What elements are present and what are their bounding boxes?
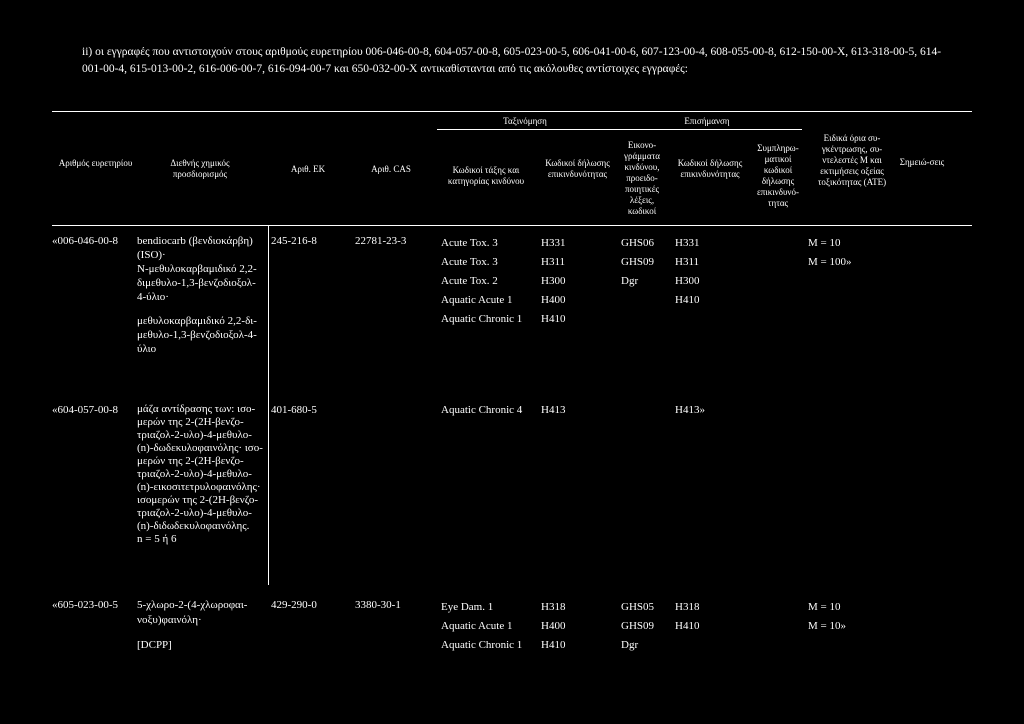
header-suppl-codes: Συμπληρω-ματικοί κωδικοί δήλωσης επικινδυνό-τητας — [756, 143, 800, 208]
header-notes: Σημειώ-σεις — [899, 157, 945, 167]
header-taxinomisi: Ταξινόμηση — [503, 116, 547, 126]
column-divider — [268, 225, 269, 585]
header-bottom-rule — [52, 225, 972, 226]
row1-chem-id: bendiocarb (βενδιοκάρβη) (ISO)· Ν-μεθυλοκαρβαμιδικό 2,2- διμεθυλο-1,3-βενζοδιοξολ- 4-ύλιο· μεθυλοκαρβαμιδικό 2,2-δι- μεθυλο-1,3-βενζοδιοξολ-4- ύλιο — [137, 235, 257, 355]
row3-classes: Eye Dam. 1 Aquatic Acute 1 Aquatic Chronic 1 — [441, 601, 523, 651]
row3-h-label: H318 H410 — [675, 601, 700, 632]
row3-h-class: H318 H400 H410 — [541, 601, 566, 651]
row2-h-label: H413» — [675, 404, 705, 416]
row1-classes: Acute Tox. 3 Acute Tox. 3 Acute Tox. 2 Aquatic Acute 1 Aquatic Chronic 1 — [441, 237, 523, 325]
row2-h-class: H413 — [541, 404, 566, 416]
row1-index: «006-046-00-8 — [52, 235, 118, 247]
header-limits: Ειδικά όρια συ-γκέντρωσης, συ-ντελεστές Μ και εκτιμήσεις οξείας τοξικότητας (ΑΤΕ) — [817, 133, 887, 187]
row3-cas: 3380-30-1 — [355, 599, 401, 611]
row2-ec: 401-680-5 — [271, 404, 317, 416]
row1-h-label: H331 H311 H300 H410 — [675, 237, 700, 306]
header-ec-no: Αριθ. ΕΚ — [290, 164, 326, 174]
row3-index: «605-023-00-5 — [52, 599, 118, 611]
row1-cas: 22781-23-3 — [355, 235, 407, 247]
row1-ec: 245-216-8 — [271, 235, 317, 247]
row2-index: «604-057-00-8 — [52, 404, 118, 416]
header-episimansi: Επισήμανση — [684, 116, 730, 126]
header-cas-no: Αριθ. CAS — [371, 164, 411, 174]
group-header-rule — [437, 129, 802, 130]
row1-h-class: H331 H311 H300 H400 H410 — [541, 237, 566, 325]
header-pictograms: Εικονο-γράμματα κινδύνου, προειδο-ποιητικές λέξεις, κωδικοί — [624, 140, 660, 216]
header-hazard-codes-label: Κωδικοί δήλωσης επικινδυνότητας — [677, 158, 743, 179]
row3-chem-id: 5-χλωρο-2-(4-χλωροφαι- νοξυ)φαινόλη· [DCPP] — [137, 599, 248, 651]
row3-ec: 429-290-0 — [271, 599, 317, 611]
table-top-rule — [52, 111, 972, 112]
row1-pictograms: GHS06 GHS09 Dgr — [621, 237, 655, 287]
row2-chem-id: μάζα αντίδρασης των: ισο- μερών της 2-(2Η-βενζο- τριαζολ-2-υλο)-4-μεθυλο- (n)-δωδεκυλοφαινόλης· ισο- μερών της 2-(2Η-βενζο- τριαζολ-2-υλο)-4-μεθυλο- (n)-εικοσιτετρυλοφαινόλης· ισομερών της 2-(2Η-βενζο- τριαζολ-2-υλο)-4-μεθυλο- (n)-διδωδεκυλοφαινόλης. n = 5 ή 6 — [137, 403, 263, 545]
row3-pictograms: GHS05 GHS09 Dgr — [621, 601, 655, 651]
header-class-codes: Κωδικοί τάξης και κατηγορίας κινδύνου — [447, 165, 525, 186]
header-hazard-codes-class: Κωδικοί δήλωσης επικινδυνότητας — [545, 158, 610, 179]
header-chem-id: Διεθνής χημικός προσδιορισμός — [170, 158, 230, 179]
header-index-no: Αριθμός ευρετηρίου — [58, 158, 133, 168]
row3-limits: M = 10 M = 10» — [808, 601, 846, 632]
intro-paragraph: ii) οι εγγραφές που αντιστοιχούν στους αριθμούς ευρετηρίου 006-046-00-8, 604-057-00-8, 605-023-00-5, 606-041-00-6, 607-123-00-4, 608-055-00-8, 612-150-00-X, 613-318-00-5, 614-001-00-4, 615-013-00-2, 616-006-00-7, 616-094-00-7 και 650-032-00-X αντικαθίστανται από τις ακόλουθες αντίστοιχες εγγραφές: — [82, 46, 942, 75]
row2-class: Aquatic Chronic 4 — [441, 404, 523, 416]
row1-limits: M = 10 M = 100» — [808, 237, 852, 268]
